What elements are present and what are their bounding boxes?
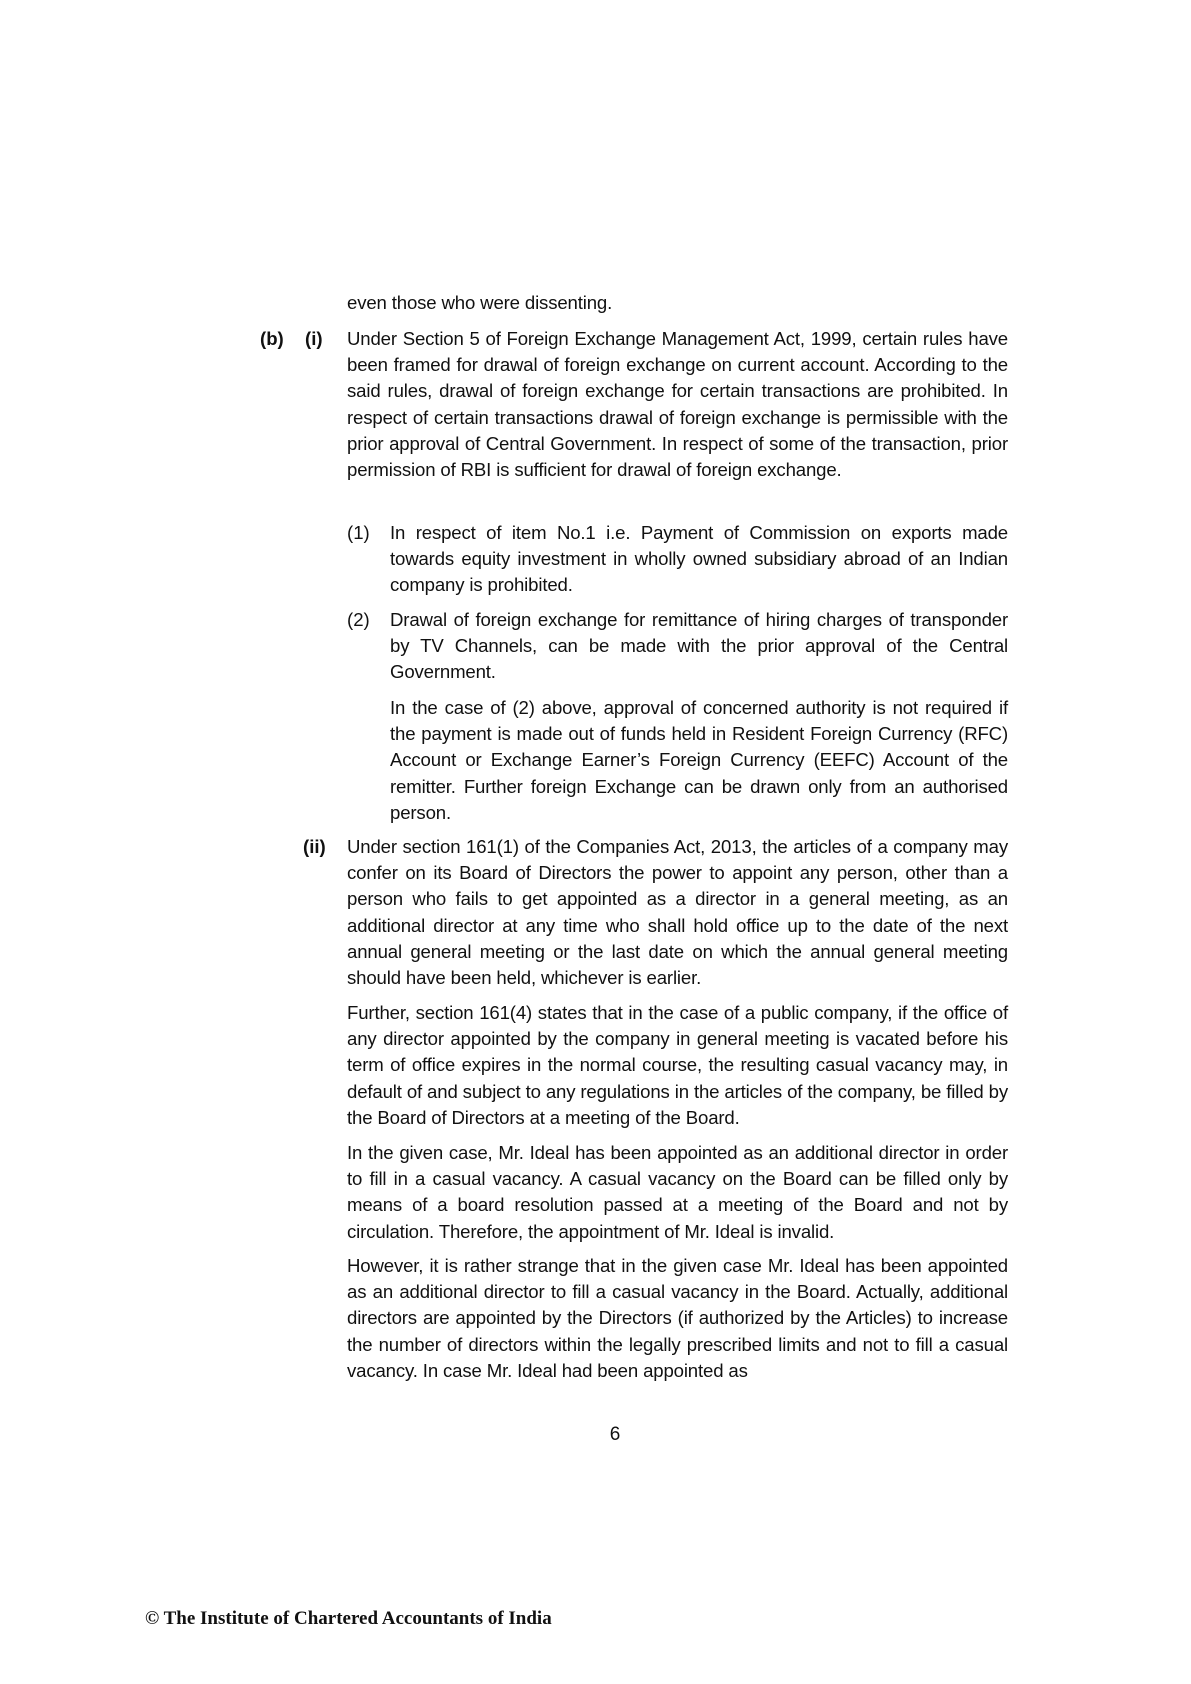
item-1-text: In respect of item No.1 i.e. Payment of Commission on exports made towards equity investment in wholly owned subsidiary abroad of an Indian company is prohibited. [390,522,1008,596]
continuation-text: even those who were dissenting. [347,292,613,313]
footer-copyright: © The Institute of Chartered Accountants of India [145,1608,552,1629]
part-b-i-label: (i) [305,328,323,349]
part-b-ii-paragraph-3: In the given case, Mr. Ideal has been appointed as an additional director in order to fill in a casual vacancy. A casual vacancy on the Board can be filled only by means of a board resolution passed at a meeting of the Board and not by circulation. Therefore, the appointment of Mr. Ideal is invalid. [347,1142,1008,1242]
item-2-text: Drawal of foreign exchange for remittance of hiring charges of transponder by TV Channels, can be made with the prior approval of the Central Government. [390,609,1008,683]
item-1-number: (1) [347,522,370,543]
part-b-ii-label: (ii) [303,836,326,857]
part-b-label: (b) [260,328,284,349]
page-number: 6 [609,1424,621,1445]
item-2-note: In the case of (2) above, approval of concerned authority is not required if the payment is made out of funds held in Resident Foreign Currency (RFC) Account or Exchange Earner’s Foreign Currency (EEFC) Account of the remitter. Further foreign Exchange can be drawn only from an authorised person. [390,697,1008,823]
part-b-ii-paragraph-2: Further, section 161(4) states that in the case of a public company, if the office of any director appointed by the company in general meeting is vacated before his term of office expires in the normal course, the resulting casual vacancy may, in default of and subject to any regulations in the articles of the company, be filled by the Board of Directors at a meeting of the Board. [347,1002,1008,1128]
part-b-i-text: Under Section 5 of Foreign Exchange Management Act, 1999, certain rules have been framed for drawal of foreign exchange on current account. According to the said rules, drawal of foreign exchange for certain transactions are prohibited. In respect of certain transactions drawal of foreign exchange is permissible with the prior approval of Central Government. In respect of some of the transaction, prior permission of RBI is sufficient for drawal of foreign exchange. [347,328,1008,481]
item-2-number: (2) [347,609,370,630]
part-b-ii-paragraph-1: Under section 161(1) of the Companies Act, 2013, the articles of a company may confer on its Board of Directors the power to appoint any person, other than a person who fails to get appointed as a director in a general meeting, as an additional director at any time who shall hold office up to the date of the next annual general meeting or the last date on which the annual general meeting should have been held, whichever is earlier. [347,836,1008,989]
part-b-ii-paragraph-4: However, it is rather strange that in the given case Mr. Ideal has been appointed as an additional director to fill a casual vacancy in the Board. Actually, additional directors are appointed by the Directors (if authorized by the Articles) to increase the number of directors within the legally prescribed limits and not to fill a casual vacancy. In case Mr. Ideal had been appointed as [347,1255,1008,1381]
